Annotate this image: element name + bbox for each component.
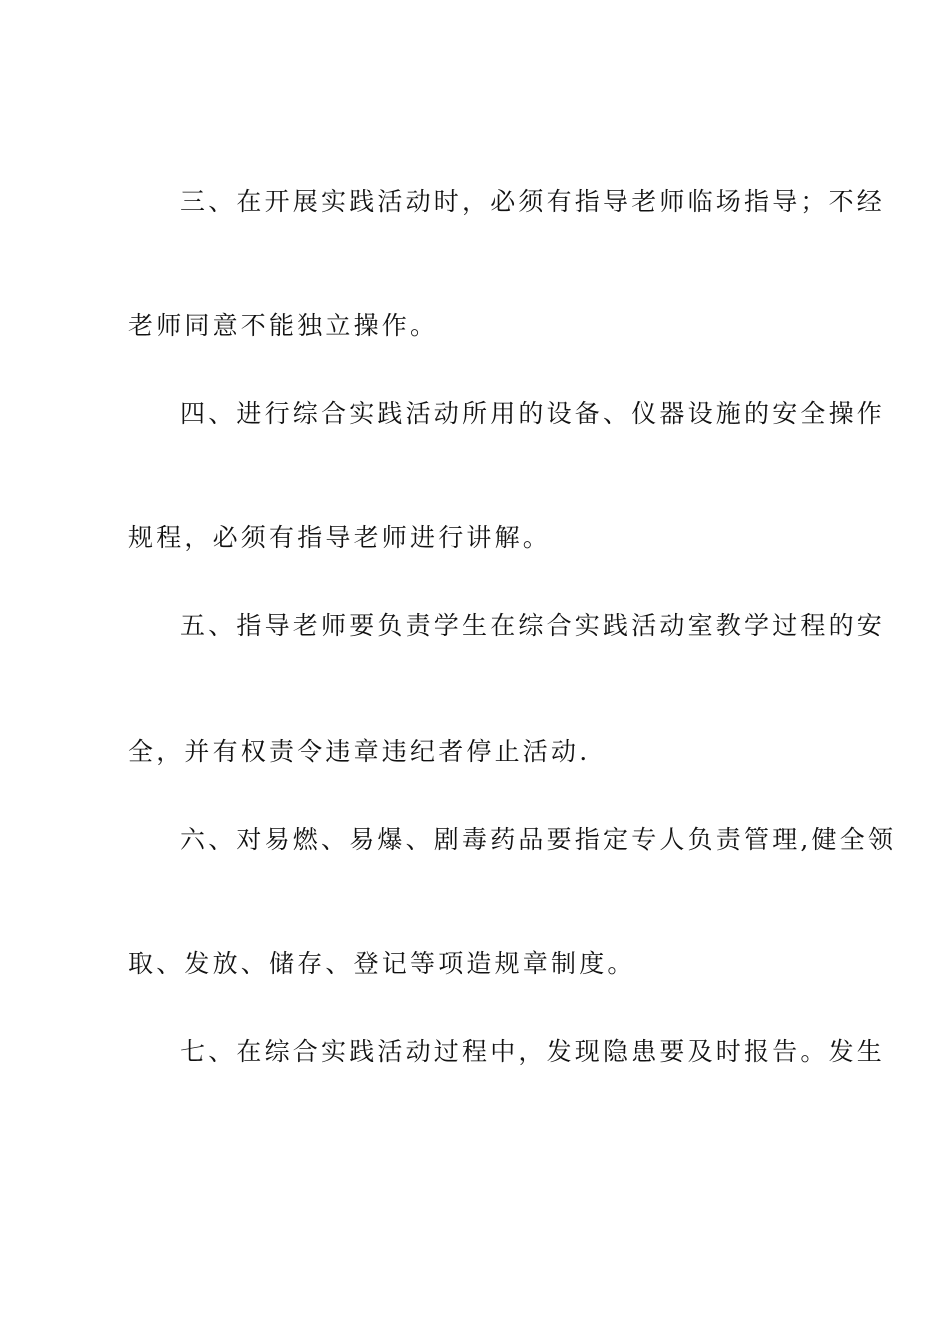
rule-4-line-2: 规程，必须有指导老师进行讲解。 [128,523,552,552]
rule-3-line-1: 三、在开展实践活动时，必须有指导老师临场指导；不经 [180,187,886,216]
rule-6-line-2: 取、发放、储存、登记等项造规章制度。 [128,949,636,978]
rule-3-line-2: 老师同意不能独立操作。 [128,311,439,340]
rule-6-line-1: 六、对易燃、易爆、剧毒药品要指定专人负责管理,健全领 [180,825,897,854]
rule-7-line-1: 七、在综合实践活动过程中，发现隐患要及时报告。发生 [180,1037,886,1066]
rule-5-line-1: 五、指导老师要负责学生在综合实践活动室教学过程的安 [180,611,886,640]
rule-5-line-2: 全，并有权责令违章违纪者停止活动. [128,737,591,766]
rule-4-line-1: 四、进行综合实践活动所用的设备、仪器设施的安全操作 [180,399,886,428]
